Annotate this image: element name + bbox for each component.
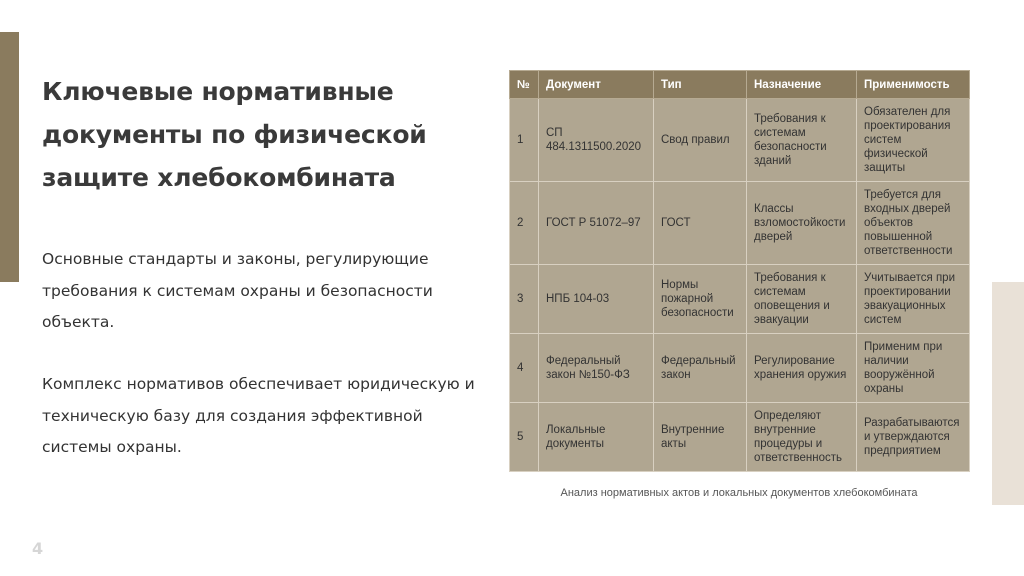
cell-type: Свод правил <box>654 99 747 182</box>
intro-paragraph: Основные стандарты и законы, регулирующие требования к системам охраны и безопасности объекта. <box>42 250 433 331</box>
cell-number: 4 <box>510 334 539 403</box>
cell-purpose: Требования к системам оповещения и эвакуации <box>747 265 857 334</box>
cell-document: ГОСТ Р 51072–97 <box>539 182 654 265</box>
cell-type: Федеральный закон <box>654 334 747 403</box>
cell-applicability: Применим при наличии вооружённой охраны <box>857 334 970 403</box>
cell-applicability: Учитывается при проектировании эвакуационных систем <box>857 265 970 334</box>
header-type: Тип <box>654 71 747 99</box>
slide-title: Ключевые нормативные документы по физической защите хлебокомбината <box>42 77 427 192</box>
header-applicability: Применимость <box>857 71 970 99</box>
table-row <box>510 182 970 265</box>
cell-number: 5 <box>510 403 539 472</box>
cell-purpose: Определяют внутренние процедуры и ответственность <box>747 403 857 472</box>
right-accent-bar <box>992 282 1024 505</box>
page-number: 4 <box>32 539 44 558</box>
cell-applicability: Требуется для входных дверей объектов повышенной ответственности <box>857 182 970 265</box>
table-header-row <box>510 71 970 99</box>
cell-type: Внутренние акты <box>654 403 747 472</box>
cell-type: Нормы пожарной безопасности <box>654 265 747 334</box>
header-purpose: Назначение <box>747 71 857 99</box>
table-row <box>510 403 970 472</box>
cell-applicability: Разрабатываются и утверждаются предприятием <box>857 403 970 472</box>
cell-document: НПБ 104-03 <box>539 265 654 334</box>
cell-document: Локальные документы <box>539 403 654 472</box>
table-row <box>510 265 970 334</box>
cell-number: 3 <box>510 265 539 334</box>
cell-number: 1 <box>510 99 539 182</box>
cell-purpose: Классы взломостойкости дверей <box>747 182 857 265</box>
cell-document: Федеральный закон №150-ФЗ <box>539 334 654 403</box>
header-number: № <box>510 71 539 99</box>
header-document: Документ <box>539 71 654 99</box>
left-accent-bar <box>0 32 19 282</box>
cell-number: 2 <box>510 182 539 265</box>
cell-document: СП 484.1311500.2020 <box>539 99 654 182</box>
cell-type: ГОСТ <box>654 182 747 265</box>
table-caption: Анализ нормативных актов и локальных документов хлебокомбината <box>560 487 918 499</box>
cell-purpose: Регулирование хранения оружия <box>747 334 857 403</box>
table-row <box>510 334 970 403</box>
cell-purpose: Требования к системам безопасности зданий <box>747 99 857 182</box>
documents-table <box>509 70 970 472</box>
table-row <box>510 99 970 182</box>
summary-paragraph: Комплекс нормативов обеспечивает юридическую и техническую базу для создания эффективной системы охраны. <box>42 375 475 456</box>
cell-applicability: Обязателен для проектирования систем физической защиты <box>857 99 970 182</box>
